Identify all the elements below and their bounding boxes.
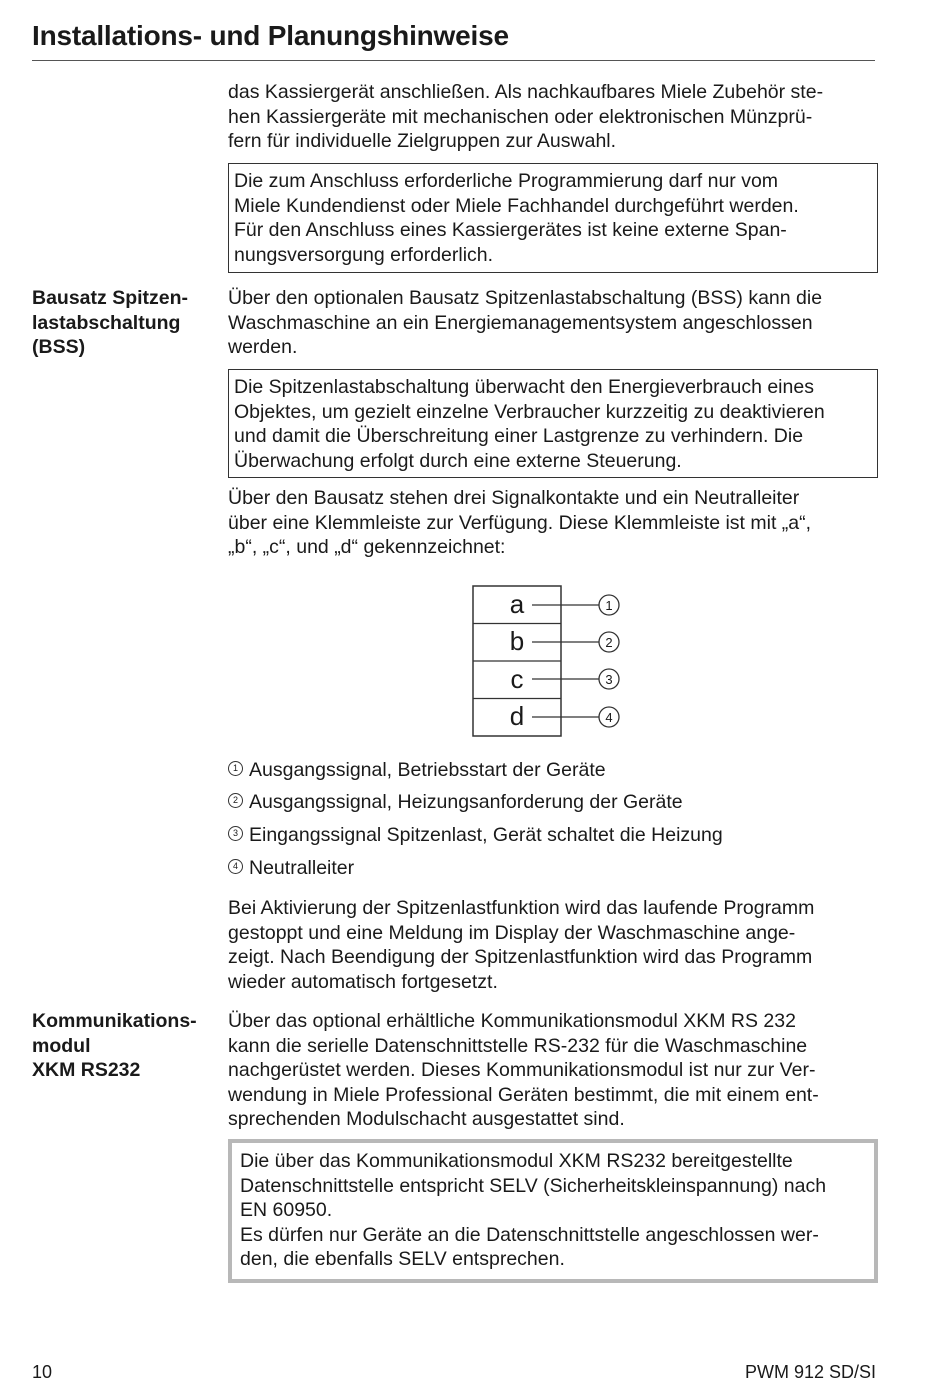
heading-line: (BSS) (32, 336, 86, 358)
page-number: 10 (32, 1362, 53, 1382)
terminal-label-c: c (510, 664, 524, 694)
bss-heading (32, 286, 188, 360)
legend-text: Ausgangssignal, Betriebsstart der Geräte (249, 759, 606, 781)
text-line: werden. (228, 336, 298, 358)
note-line: EN 60950. (240, 1199, 333, 1221)
text-line: Über das optional erhältliche Kommunikationsmodul XKM RS 232 (228, 1010, 796, 1032)
text-line: Über den optionalen Bausatz Spitzenlastabschaltung (BSS) kann die (228, 287, 823, 309)
heading-line: lastabschaltung (32, 311, 181, 334)
text-line: hen Kassiergeräte mit mechanischen oder elektronischen Münzprü- (228, 105, 813, 128)
heading-line: Kommunikations- (32, 1010, 197, 1032)
note-line: Es dürfen nur Geräte an die Datenschnittstelle angeschlossen wer- (240, 1223, 819, 1246)
heading-line: XKM RS232 (32, 1059, 141, 1081)
note-line: Datenschnittstelle entspricht SELV (Sicherheitskleinspannung) nach (240, 1174, 827, 1197)
terminal-label-b: b (509, 626, 525, 656)
legend-item (228, 856, 354, 880)
text-line: wieder automatisch fortgesetzt. (228, 970, 498, 993)
legend-item (228, 758, 606, 782)
note-line: Miele Kundendienst oder Miele Fachhandel durchgeführt werden. (234, 194, 799, 217)
note-line: Die Spitzenlastabschaltung überwacht den Energieverbrauch eines (234, 376, 814, 398)
callout-number: 1 (605, 598, 613, 613)
note-line: Für den Anschluss eines Kassiergerätes ist keine externe Span- (234, 219, 787, 241)
note-line: nungsversorgung erforderlich. (234, 243, 494, 266)
text-line: zeigt. Nach Beendigung der Spitzenlastfunktion wird das Programm (228, 946, 813, 968)
activation-paragraph (228, 896, 868, 994)
heading-line: modul (32, 1034, 91, 1057)
legend-item (228, 823, 723, 847)
title-rule (32, 60, 875, 61)
terminal-block-diagram (460, 580, 640, 742)
callout-number: 3 (605, 672, 613, 687)
legend-item (228, 790, 683, 814)
terminal-intro-paragraph (228, 486, 868, 560)
bss-paragraph (228, 286, 868, 360)
intro-note-box (228, 163, 878, 273)
legend-text: Neutralleiter (249, 857, 355, 879)
text-line: wendung in Miele Professional Geräten bestimmt, die mit einem ent- (228, 1083, 819, 1106)
xkm-paragraph (228, 1009, 868, 1132)
note-line: Die über das Kommunikationsmodul XKM RS232 bereitgestellte (240, 1150, 793, 1172)
text-line: über eine Klemmleiste zur Verfügung. Diese Klemmleiste ist mit „a“, (228, 511, 812, 534)
note-line: den, die ebenfalls SELV entsprechen. (240, 1248, 565, 1270)
callout-number: 4 (605, 710, 613, 725)
page-title: Installations- und Planungshinweise (32, 20, 509, 51)
text-line: Bei Aktivierung der Spitzenlastfunktion wird das laufende Programm (228, 897, 815, 919)
legend-text: Ausgangssignal, Heizungsanforderung der Geräte (249, 791, 683, 813)
text-line: Waschmaschine an ein Energiemanagementsystem angeschlossen (228, 311, 813, 334)
callout-number: 2 (605, 635, 613, 650)
text-line: das Kassiergerät anschließen. Als nachkaufbares Miele Zubehör ste- (228, 81, 824, 103)
legend-number-icon: 3 (228, 826, 243, 841)
terminal-label-a: a (509, 589, 525, 619)
heading-line: Bausatz Spitzen- (32, 287, 189, 309)
text-line: kann die serielle Datenschnittstelle RS-232 für die Waschmaschine (228, 1034, 808, 1057)
text-line: nachgerüstet werden. Dieses Kommunikationsmodul ist nur zur Ver- (228, 1059, 816, 1081)
text-line: gestoppt und eine Meldung im Display der Waschmaschine ange- (228, 921, 796, 944)
bss-note-box (228, 369, 878, 478)
model-label: PWM 912 SD/SI (744, 1362, 876, 1382)
legend-number-icon: 2 (228, 793, 243, 808)
text-line: „b“, „c“, und „d“ gekennzeichnet: (228, 536, 506, 558)
intro-paragraph (228, 80, 868, 154)
note-line: Überwachung erfolgt durch eine externe Steuerung. (234, 449, 682, 472)
note-line: und damit die Überschreitung einer Lastgrenze zu verhindern. Die (234, 425, 804, 447)
legend-text: Eingangssignal Spitzenlast, Gerät schaltet die Heizung (249, 824, 723, 846)
xkm-warning-box (228, 1139, 878, 1283)
text-line: Über den Bausatz stehen drei Signalkontakte und ein Neutralleiter (228, 487, 800, 509)
note-line: Die zum Anschluss erforderliche Programmierung darf nur vom (234, 170, 779, 192)
text-line: fern für individuelle Zielgruppen zur Auswahl. (228, 130, 617, 152)
xkm-heading (32, 1009, 197, 1083)
legend-number-icon: 1 (228, 761, 243, 776)
note-line: Objektes, um gezielt einzelne Verbraucher kurzzeitig zu deaktivieren (234, 400, 825, 423)
terminal-label-d: d (509, 701, 525, 731)
legend-number-icon: 4 (228, 859, 243, 874)
text-line: sprechenden Modulschacht ausgestattet sind. (228, 1108, 625, 1130)
